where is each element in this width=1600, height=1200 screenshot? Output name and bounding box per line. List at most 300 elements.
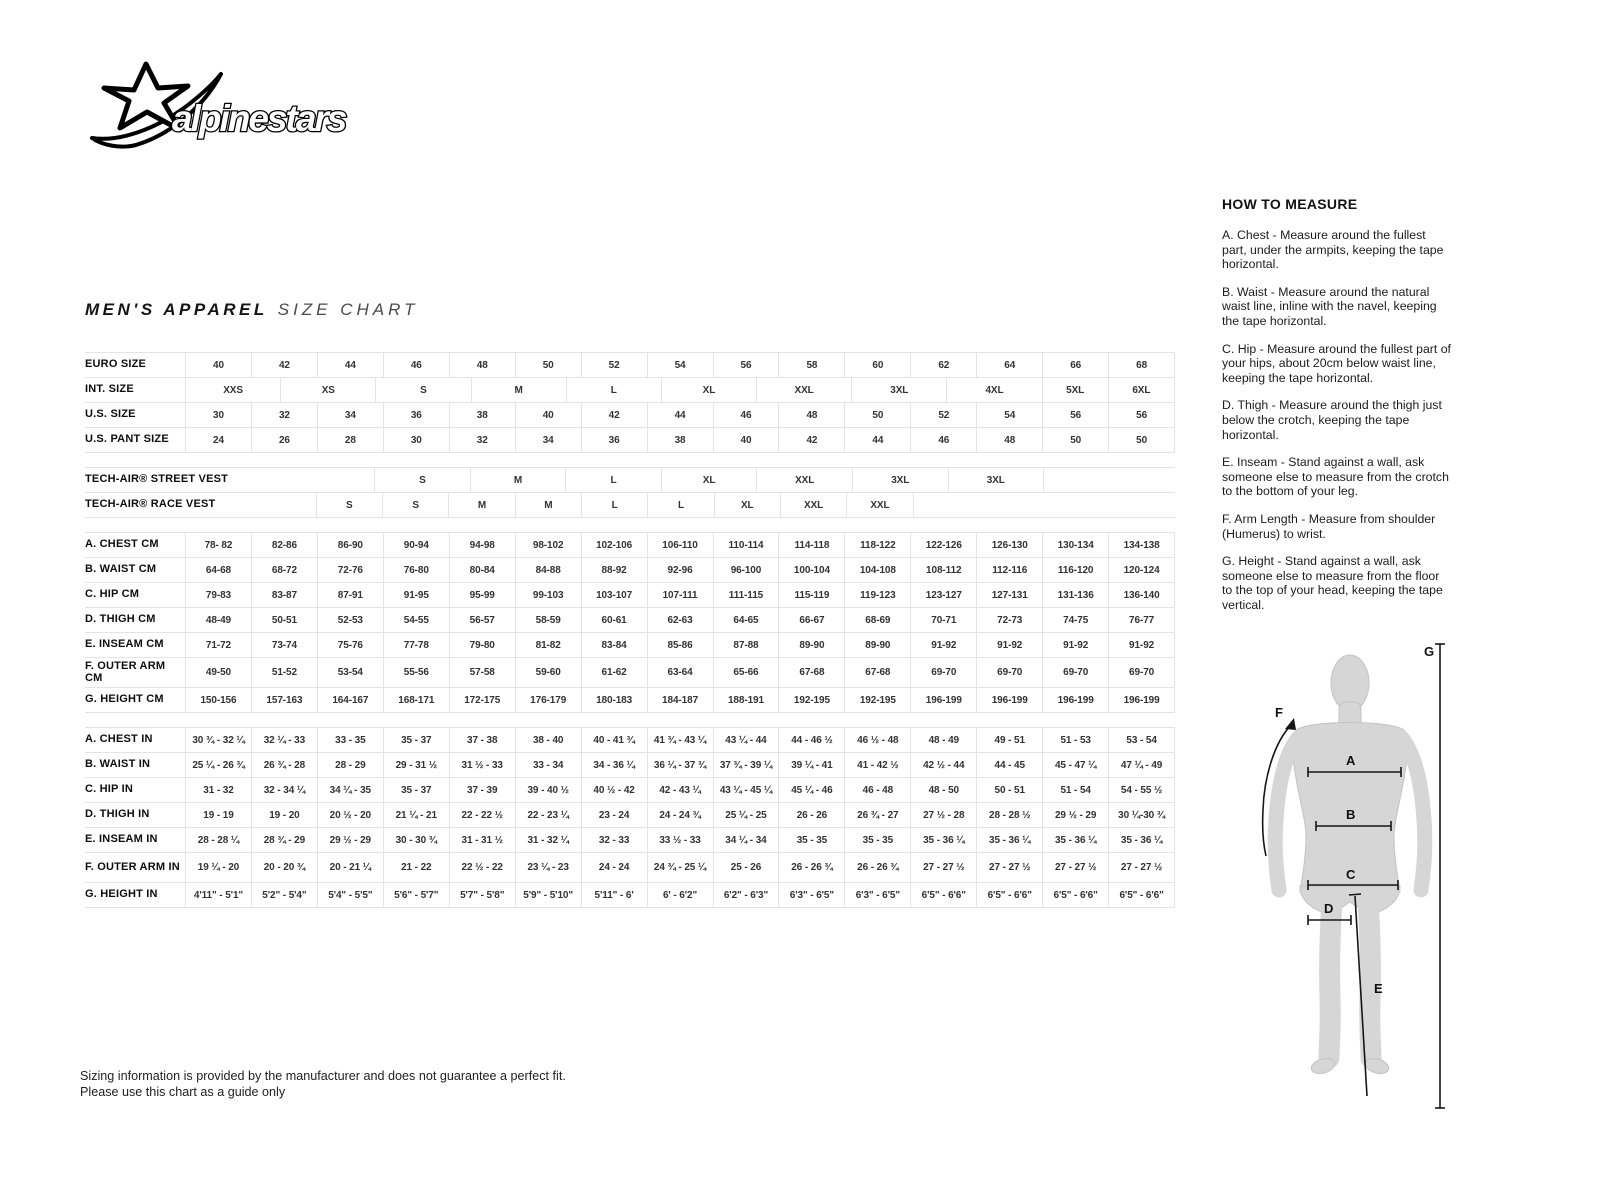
size-cell: 42	[581, 403, 647, 427]
size-cell: 90-94	[383, 533, 449, 557]
size-cell: L	[581, 493, 647, 517]
size-cell: 5'7" - 5'8"	[449, 883, 515, 907]
size-cell: 6'5" - 6'6"	[910, 883, 976, 907]
row-label: A. CHEST CM	[85, 538, 159, 551]
size-cell: 72-73	[976, 608, 1042, 632]
size-cell: 91-95	[383, 583, 449, 607]
size-cell: 6'5" - 6'6"	[1042, 883, 1108, 907]
size-cell: 5'2" - 5'4"	[251, 883, 317, 907]
size-cell: M	[470, 468, 566, 492]
measure-item: D. Thigh - Measure around the thigh just below the crotch, keeping the tape horizontal.	[1222, 398, 1442, 442]
size-cell: XXL	[756, 468, 852, 492]
table-row	[85, 558, 1175, 583]
size-cell: 35 - 36 ¼	[1108, 828, 1175, 852]
size-cell: 40 ½ - 42	[581, 778, 647, 802]
size-cell: XXL	[846, 493, 913, 517]
size-cell: 118-122	[844, 533, 910, 557]
measure-item: A. Chest - Measure around the fullest part, under the armpits, keeping the tape horizontal.	[1222, 228, 1444, 272]
size-cell: 74-75	[1042, 608, 1108, 632]
how-to-measure	[1222, 196, 1452, 625]
size-cell: 35 - 36 ¼	[910, 828, 976, 852]
size-cell: 44	[844, 428, 910, 452]
size-cell: 22 - 23 ¼	[515, 803, 581, 827]
size-cell: 26 - 26 ¾	[844, 853, 910, 882]
size-cell: 46	[910, 428, 976, 452]
size-cell: 68-69	[844, 608, 910, 632]
size-cell: 42	[251, 353, 317, 377]
size-cell: 136-140	[1108, 583, 1175, 607]
size-cell: 107-111	[647, 583, 713, 607]
size-cell: 54	[647, 353, 713, 377]
size-cell	[250, 493, 315, 517]
size-cell: 46 - 48	[844, 778, 910, 802]
size-cell: 86-90	[317, 533, 383, 557]
size-cell: 196-199	[1108, 688, 1175, 712]
size-cell: 58-59	[515, 608, 581, 632]
size-cell: 24	[185, 428, 251, 452]
size-cell: 19 ¼ - 20	[185, 853, 251, 882]
size-cell: 48 - 50	[910, 778, 976, 802]
size-cell: 92-96	[647, 558, 713, 582]
size-cell: 49-50	[185, 658, 251, 687]
size-cell: 68	[1108, 353, 1175, 377]
size-cell: 103-107	[581, 583, 647, 607]
size-cell: 91-92	[910, 633, 976, 657]
size-cell: 69-70	[1042, 658, 1108, 687]
size-cell: 6'5" - 6'6"	[1108, 883, 1175, 907]
size-cell: 102-106	[581, 533, 647, 557]
table-row	[85, 828, 1175, 853]
size-cell: 4'11" - 5'1"	[185, 883, 251, 907]
size-cell: 32	[449, 428, 515, 452]
size-cell: 49 - 51	[976, 728, 1042, 752]
table-row	[85, 378, 1175, 403]
size-cell: 196-199	[1042, 688, 1108, 712]
table-row	[85, 883, 1175, 908]
measure-item: E. Inseam - Stand against a wall, ask someone else to measure from the crotch to the bottom of your leg.	[1222, 455, 1449, 499]
size-cell: 84-88	[515, 558, 581, 582]
page-title-main: MEN'S APPAREL	[85, 300, 268, 319]
size-cell: 46	[713, 403, 779, 427]
size-cell: 60	[844, 353, 910, 377]
table-row	[85, 688, 1175, 713]
size-cell: M	[471, 378, 566, 402]
how-to-measure-heading: HOW TO MEASURE	[1222, 196, 1358, 212]
size-cell: 72-76	[317, 558, 383, 582]
size-cell: 27 ½ - 28	[910, 803, 976, 827]
size-cell: 130-134	[1042, 533, 1108, 557]
size-cell: 78- 82	[185, 533, 251, 557]
size-cell: XXL	[780, 493, 846, 517]
size-cell: 28	[317, 428, 383, 452]
size-cell: 50-51	[251, 608, 317, 632]
size-cell: 196-199	[976, 688, 1042, 712]
size-cell: 33 - 35	[317, 728, 383, 752]
size-cell: 47 ¼ - 49	[1108, 753, 1175, 777]
size-cell: 168-171	[383, 688, 449, 712]
size-cell: 32	[251, 403, 317, 427]
label-D: D	[1324, 901, 1334, 916]
size-cell: 64	[976, 353, 1042, 377]
size-cell: 70-71	[910, 608, 976, 632]
size-cell: 25 ¼ - 25	[713, 803, 779, 827]
size-cell: 5'6" - 5'7"	[383, 883, 449, 907]
size-cell: 79-80	[449, 633, 515, 657]
table-row	[85, 532, 1175, 558]
size-cell: 52	[910, 403, 976, 427]
size-cell: 76-80	[383, 558, 449, 582]
size-cell: 110-114	[713, 533, 779, 557]
size-cell: 42	[778, 428, 844, 452]
disclaimer-line-1: Sizing information is provided by the manufacturer and does not guarantee a perfect fit.	[80, 1069, 566, 1083]
size-cell: 19 - 20	[251, 803, 317, 827]
row-label: U.S. PANT SIZE	[85, 433, 169, 446]
size-cell: 104-108	[844, 558, 910, 582]
size-cell: 6' - 6'2"	[647, 883, 713, 907]
size-cell: 21 ¼ - 21	[383, 803, 449, 827]
table-row	[85, 352, 1175, 378]
size-cell: 83-87	[251, 583, 317, 607]
size-cell: 127-131	[976, 583, 1042, 607]
table-row	[85, 493, 1175, 518]
measure-item: C. Hip - Measure around the fullest part of your hips, about 20cm below waist line, keeping the tape horizontal.	[1222, 341, 1451, 385]
label-E: E	[1374, 981, 1383, 996]
row-label: D. THIGH CM	[85, 613, 156, 626]
size-cell: 25 ¼ - 26 ¾	[185, 753, 251, 777]
size-cell: 51 - 54	[1042, 778, 1108, 802]
measure-item: B. Waist - Measure around the natural waist line, inline with the navel, keeping the tape horizontal.	[1222, 284, 1437, 328]
size-cell: 5'4" - 5'5"	[317, 883, 383, 907]
size-cell: 28 - 28 ¼	[185, 828, 251, 852]
size-cell: 114-118	[778, 533, 844, 557]
size-cell: 54-55	[383, 608, 449, 632]
row-label: E. INSEAM CM	[85, 638, 164, 651]
size-cell: 41 - 42 ½	[844, 753, 910, 777]
row-label: F. OUTER ARM IN	[85, 860, 180, 873]
size-cell: 43 ¼ - 45 ¼	[713, 778, 779, 802]
size-cell: 60-61	[581, 608, 647, 632]
size-cell: 46 ½ - 48	[844, 728, 910, 752]
row-label: G. HEIGHT CM	[85, 693, 164, 706]
size-cell: 50	[1042, 428, 1108, 452]
label-A: A	[1346, 753, 1356, 768]
size-cell: 50 - 51	[976, 778, 1042, 802]
table-row	[85, 428, 1175, 453]
size-cell: 30	[383, 428, 449, 452]
size-cell: 30	[185, 403, 251, 427]
size-cell: 51 - 53	[1042, 728, 1108, 752]
size-cell: 24 - 24 ¾	[647, 803, 713, 827]
logo-wordmark: alpinestars	[172, 98, 346, 139]
body-measurement-diagram	[1236, 638, 1451, 1118]
size-cell: 3XL	[852, 468, 948, 492]
size-cell: 62	[910, 353, 976, 377]
size-cell: 52	[581, 353, 647, 377]
size-cell: 24 ¾ - 25 ¼	[647, 853, 713, 882]
size-cell: 150-156	[185, 688, 251, 712]
row-label: B. WAIST CM	[85, 563, 157, 576]
size-cell: 112-116	[976, 558, 1042, 582]
row-label: F. OUTER ARM CM	[85, 660, 166, 684]
row-label: U.S. SIZE	[85, 408, 136, 421]
size-cell: 20 ½ - 20	[317, 803, 383, 827]
size-cell: 26 - 26 ¾	[778, 853, 844, 882]
size-cell: 58	[778, 353, 844, 377]
size-cell: 26	[251, 428, 317, 452]
size-cell: 157-163	[251, 688, 317, 712]
table-row	[85, 583, 1175, 608]
size-cell: 69-70	[976, 658, 1042, 687]
size-cell: 66	[1042, 353, 1108, 377]
table-row	[85, 467, 1175, 493]
size-cell: 28 - 29	[317, 753, 383, 777]
size-cell: 126-130	[976, 533, 1042, 557]
row-label: D. THIGH IN	[85, 808, 150, 821]
size-cell: 75-76	[317, 633, 383, 657]
size-cell: 34	[515, 428, 581, 452]
size-cell: 45 ¼ - 46	[778, 778, 844, 802]
size-cell: L	[565, 468, 661, 492]
size-cell: 40	[185, 353, 251, 377]
size-cell: 35 - 35	[844, 828, 910, 852]
size-cell: 31 - 32 ¼	[515, 828, 581, 852]
size-cell: 123-127	[910, 583, 976, 607]
size-cell: 32 - 33	[581, 828, 647, 852]
size-cell: 30 - 30 ¾	[383, 828, 449, 852]
size-cell: 38	[449, 403, 515, 427]
size-cell: 42 ½ - 44	[910, 753, 976, 777]
table-row	[85, 633, 1175, 658]
size-cell: 131-136	[1042, 583, 1108, 607]
size-cell: 108-112	[910, 558, 976, 582]
size-cell: 63-64	[647, 658, 713, 687]
size-cell: 44	[647, 403, 713, 427]
size-cell: 64-68	[185, 558, 251, 582]
size-cell: 120-124	[1108, 558, 1175, 582]
size-cell: 4XL	[946, 378, 1041, 402]
row-label: B. WAIST IN	[85, 758, 151, 771]
size-cell: S	[382, 493, 448, 517]
size-cell: 33 - 34	[515, 753, 581, 777]
size-cell: 34 ¼ - 34	[713, 828, 779, 852]
size-cell: 43 ¼ - 44	[713, 728, 779, 752]
size-cell: 50	[515, 353, 581, 377]
table-row	[85, 803, 1175, 828]
size-cell: 27 - 27 ½	[910, 853, 976, 882]
size-cell: 36	[383, 403, 449, 427]
size-cell: 36	[581, 428, 647, 452]
size-cell: 25 - 26	[713, 853, 779, 882]
size-cell: 27 - 27 ½	[1108, 853, 1175, 882]
disclaimer	[80, 1068, 566, 1100]
row-label: EURO SIZE	[85, 358, 147, 371]
size-cell: 31 ½ - 33	[449, 753, 515, 777]
size-cell: 22 - 22 ½	[449, 803, 515, 827]
size-cell: XXL	[756, 378, 851, 402]
size-cell: S	[375, 378, 470, 402]
size-cell: 40	[713, 428, 779, 452]
size-cell: 95-99	[449, 583, 515, 607]
size-cell: 172-175	[449, 688, 515, 712]
size-cell: 6XL	[1108, 378, 1175, 402]
size-cell: 54	[976, 403, 1042, 427]
size-cell: 50	[844, 403, 910, 427]
size-cell: XL	[661, 468, 757, 492]
size-cell	[1110, 493, 1175, 517]
size-cell: 35 - 35	[778, 828, 844, 852]
size-cell: 99-103	[515, 583, 581, 607]
size-cell: 21 - 22	[383, 853, 449, 882]
size-cell: 44 - 46 ½	[778, 728, 844, 752]
size-cell: 106-110	[647, 533, 713, 557]
size-cell: 82-86	[251, 533, 317, 557]
size-cell: 81-82	[515, 633, 581, 657]
size-cell: 94-98	[449, 533, 515, 557]
size-cell: 91-92	[1042, 633, 1108, 657]
size-cell: 71-72	[185, 633, 251, 657]
size-cell: 57-58	[449, 658, 515, 687]
size-cell: 34	[317, 403, 383, 427]
size-cell: 35 - 36 ¼	[1042, 828, 1108, 852]
height-measure-line-G	[1435, 644, 1445, 1108]
size-cell: 56	[1108, 403, 1175, 427]
size-cell: 76-77	[1108, 608, 1175, 632]
row-label: A. CHEST IN	[85, 733, 153, 746]
size-cell	[280, 468, 375, 492]
size-cell: 180-183	[581, 688, 647, 712]
size-cell: 27 - 27 ½	[1042, 853, 1108, 882]
size-cell: 91-92	[1108, 633, 1175, 657]
measure-item: F. Arm Length - Measure from shoulder (Humerus) to wrist.	[1222, 511, 1436, 541]
size-cell: L	[647, 493, 713, 517]
size-cell: 122-126	[910, 533, 976, 557]
size-cell: 5'9" - 5'10"	[515, 883, 581, 907]
size-cell: 61-62	[581, 658, 647, 687]
body-feet	[1310, 1056, 1391, 1076]
size-cell: 96-100	[713, 558, 779, 582]
size-cell: 53-54	[317, 658, 383, 687]
page-title	[85, 300, 419, 320]
size-cell: 30 ¾ - 32 ¼	[185, 728, 251, 752]
disclaimer-line-2: Please use this chart as a guide only	[80, 1085, 286, 1099]
size-cell: 31 - 31 ½	[449, 828, 515, 852]
page-title-sub: SIZE CHART	[277, 300, 419, 319]
row-label: TECH-AIR® STREET VEST	[85, 473, 229, 486]
size-cell: 89-90	[844, 633, 910, 657]
size-cell: 23 ¼ - 23	[515, 853, 581, 882]
size-cell: 34 - 36 ¼	[581, 753, 647, 777]
table-row	[85, 608, 1175, 633]
size-cell: 62-63	[647, 608, 713, 632]
row-label: C. HIP IN	[85, 783, 134, 796]
size-cell: 5XL	[1042, 378, 1108, 402]
size-cell: 39 - 40 ½	[515, 778, 581, 802]
size-cell: 35 - 36 ¼	[976, 828, 1042, 852]
measure-item: G. Height - Stand against a wall, ask someone else to measure from the floor to the top of your head, keeping the tape vertical.	[1222, 554, 1443, 612]
size-cell: 37 - 39	[449, 778, 515, 802]
size-cell: 20 - 20 ¾	[251, 853, 317, 882]
size-cell: 29 ½ - 29	[317, 828, 383, 852]
size-cell: 52-53	[317, 608, 383, 632]
size-cell: 26 ¾ - 28	[251, 753, 317, 777]
size-cell: 48-49	[185, 608, 251, 632]
size-cell: L	[566, 378, 661, 402]
size-cell: 33 ½ - 33	[647, 828, 713, 852]
size-cell: 59-60	[515, 658, 581, 687]
size-cell: 38	[647, 428, 713, 452]
size-cell: 115-119	[778, 583, 844, 607]
size-cell: 30 ¼-30 ¾	[1108, 803, 1175, 827]
size-cell: 26 - 26	[778, 803, 844, 827]
size-cell: XL	[714, 493, 780, 517]
label-G: G	[1424, 644, 1435, 659]
size-cell: 91-92	[976, 633, 1042, 657]
row-label: C. HIP CM	[85, 588, 140, 601]
size-cell: 48 - 49	[910, 728, 976, 752]
size-cell: S	[374, 468, 470, 492]
table-row	[85, 658, 1175, 688]
table-row	[85, 853, 1175, 883]
size-cell: 42 - 43 ¼	[647, 778, 713, 802]
size-cell: 64-65	[713, 608, 779, 632]
size-cell: 32 ¼ - 33	[251, 728, 317, 752]
size-cell: XS	[280, 378, 375, 402]
size-cell: S	[316, 493, 382, 517]
size-cell: 37 - 38	[449, 728, 515, 752]
size-cell: 56	[713, 353, 779, 377]
size-cell: 73-74	[251, 633, 317, 657]
size-cell: 100-104	[778, 558, 844, 582]
size-cell: 35 - 37	[383, 728, 449, 752]
size-cell: 53 - 54	[1108, 728, 1175, 752]
size-cell: 44	[317, 353, 383, 377]
size-cell: 48	[976, 428, 1042, 452]
size-cell	[914, 493, 979, 517]
size-cell: 28 - 28 ½	[976, 803, 1042, 827]
size-cell: 69-70	[1108, 658, 1175, 687]
size-cell: 32 - 34 ¼	[251, 778, 317, 802]
size-cell: 56-57	[449, 608, 515, 632]
size-cell: 6'5" - 6'6"	[976, 883, 1042, 907]
size-cell: 27 - 27 ½	[976, 853, 1042, 882]
size-cell: 29 ½ - 29	[1042, 803, 1108, 827]
label-B: B	[1346, 807, 1356, 822]
size-cell: 26 ¾ - 27	[844, 803, 910, 827]
size-cell: 48	[778, 403, 844, 427]
size-cell: 176-179	[515, 688, 581, 712]
size-cell: 116-120	[1042, 558, 1108, 582]
size-cell: 56	[1042, 403, 1108, 427]
size-cell: 98-102	[515, 533, 581, 557]
size-cell: 6'3" - 6'5"	[844, 883, 910, 907]
size-cell: 28 ¾ - 29	[251, 828, 317, 852]
size-cell: M	[515, 493, 581, 517]
size-cell: 5'11" - 6'	[581, 883, 647, 907]
size-cell: 77-78	[383, 633, 449, 657]
size-cell: 6'2" - 6'3"	[713, 883, 779, 907]
size-cell: 119-123	[844, 583, 910, 607]
size-cell: 89-90	[778, 633, 844, 657]
size-cell: 54 - 55 ½	[1108, 778, 1175, 802]
size-cell: 3XL	[948, 468, 1045, 492]
size-cell: 23 - 24	[581, 803, 647, 827]
size-cell: 34 ¼ - 35	[317, 778, 383, 802]
size-cell: M	[448, 493, 514, 517]
size-cell: 87-91	[317, 583, 383, 607]
size-cell: 66-67	[778, 608, 844, 632]
size-cell: 45 - 47 ¼	[1042, 753, 1108, 777]
size-cell: 79-83	[185, 583, 251, 607]
